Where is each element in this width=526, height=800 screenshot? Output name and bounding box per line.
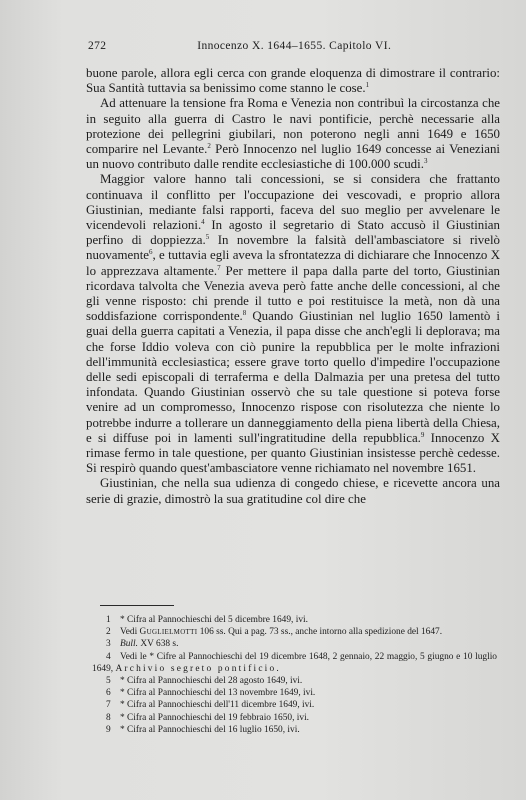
footnote-number: 7 bbox=[106, 700, 111, 711]
footnote bbox=[92, 712, 497, 724]
page-number: 272 bbox=[88, 40, 107, 52]
text-run: XV 638 s. bbox=[137, 639, 179, 650]
main-text bbox=[86, 66, 500, 507]
footnote-separator bbox=[100, 605, 174, 606]
text-run: * Cifra al Pannochieschi del 16 luglio 1650, ivi. bbox=[120, 724, 300, 735]
footnote-marker: 3 bbox=[423, 157, 428, 166]
footnote bbox=[92, 614, 497, 626]
paragraph bbox=[86, 96, 500, 172]
text-run: buone parole, allora egli cerca con grande eloquenza di dimostrare il contrario: Sua Santità tuttavia sa benissimo come stanno le cose. bbox=[86, 66, 500, 96]
text-run: In novembre la falsità dell'ambasciatore si rivelò nuovamente bbox=[86, 233, 500, 263]
footnote-marker: 2 bbox=[207, 142, 211, 151]
text-run: Quando Giustinian nel luglio 1650 lamentò i guai della guerra capitati a Venezia, il papa disse che anch'egli li deplorava; ma che forse Iddio voleva con ciò punire la repubblica per le molte infrazioni dell'immunità ecclesiastica; essere grave torto quello d'impedire l'occupazione delle sedi episcopali di terraferma e della Dalmazia per una pretesa del tutto infondata. Quando Giustinian osservò che su tale questione si poteva forse venire ad un compromesso, Innocenzo rispose con risolutezza che niente lo potrebbe indurre a tollerare un danneggiamento della piena libertà della Chiesa, e si diffuse poi in lamenti sull'ingratitudine della repubblica. bbox=[86, 309, 500, 445]
footnote-number: 5 bbox=[106, 676, 111, 687]
footnote bbox=[92, 687, 497, 699]
text-run: * Cifra al Pannochieschi del 19 febbraio 1650, ivi. bbox=[120, 712, 310, 723]
footnote-marker: 4 bbox=[201, 218, 205, 227]
text-run: 106 ss. Qui a pag. 73 ss., anche intorno alla spedizione del 1647. bbox=[197, 627, 443, 638]
footnote-number: 3 bbox=[106, 639, 111, 650]
footnote-marker: 7 bbox=[217, 263, 221, 272]
page-header bbox=[88, 40, 466, 52]
text-run: Innocenzo X rimase fermo in tale questione, per quanto Giustinian insistesse perchè cedesse. Si respirò quando quest'ambasciatore venne richiamato nel novembre 1651. bbox=[86, 430, 500, 476]
paragraph bbox=[86, 172, 500, 476]
text-run: * Cifra al Pannochieschi del 13 novembre 1649, ivi. bbox=[120, 688, 316, 699]
footnote-number: 1 bbox=[106, 615, 111, 625]
spaced-text: Archivio segreto pontificio bbox=[115, 663, 277, 674]
footnote-number: 2 bbox=[106, 627, 111, 638]
footnotes bbox=[92, 614, 497, 736]
footnote-number: 9 bbox=[106, 724, 111, 735]
footnote bbox=[92, 638, 497, 650]
footnote bbox=[92, 675, 497, 687]
footnote-number: 8 bbox=[106, 712, 111, 723]
footnote bbox=[92, 724, 497, 736]
text-run: * Cifra al Pannochieschi dell'11 dicembre 1649, ivi. bbox=[120, 700, 315, 711]
text-run: In agosto il segretario di Stato accusò il Giustinian perfino di doppiezza. bbox=[86, 218, 500, 248]
footnote-number: 6 bbox=[106, 688, 111, 699]
footnote-marker: 6 bbox=[149, 248, 153, 257]
text-run: , e tuttavia egli aveva la sfrontatezza di dichiarare che Innocenzo X lo apprezzava altamente. bbox=[86, 248, 500, 278]
text-run: Vedi bbox=[120, 627, 140, 638]
running-title: Innocenzo X. 1644–1655. Capitolo VI. bbox=[197, 40, 392, 52]
author-name: Guglielmotti bbox=[139, 627, 198, 638]
footnote bbox=[92, 626, 497, 638]
text-run: Vedi le * Cifre al Pannochieschi del 19 dicembre 1648, 2 gennaio, 22 maggio, 5 giugno e 10 luglio 1649, bbox=[92, 651, 497, 674]
footnote-marker: 9 bbox=[420, 430, 425, 439]
footnote bbox=[92, 699, 497, 711]
text-run: * Cifra al Pannochieschi del 5 dicembre 1649, ivi. bbox=[120, 615, 308, 625]
footnote bbox=[92, 651, 497, 675]
footnote-number: 4 bbox=[106, 651, 111, 662]
text-run: Per mettere il papa dalla parte del torto, Giustinian ricordava talvolta che Venezia aveva però fatte anche delle concessioni, al che gli venne risposto: chi prende il tutto e poi restituisce la metà, non dà una soddisfazione corrispondente. bbox=[86, 263, 500, 324]
paragraph bbox=[86, 66, 500, 96]
footnote-marker: 5 bbox=[205, 233, 210, 242]
footnote-marker: 8 bbox=[242, 309, 247, 318]
italic-text: Bull. bbox=[120, 639, 138, 650]
text-run: Giustinian, che nella sua udienza di congedo chiese, e ricevette ancora una serie di grazie, dimostrò la sua gratitudine col dire che bbox=[86, 476, 500, 506]
footnote-marker: 1 bbox=[365, 81, 370, 90]
text-run: Ad attenuare la tensione fra Roma e Venezia non contribuì la circostanza che in seguito alla guerra di Castro le navi pontificie, perchè necessarie alla protezione dei pellegrini giubilari, non poterono negli anni 1649 e 1650 comparire nel Levante. bbox=[86, 96, 500, 157]
paragraph bbox=[86, 476, 500, 506]
text-run: Maggior valore hanno tali concessioni, se si considera che frattanto continuava il conflitto per l'occupazione dei vescovadi, e proprio allora Giustinian, mediante falsi rapporti, faceva del suo meglio per avvelenare le vicendevoli relazioni. bbox=[86, 172, 500, 233]
text-run: * Cifra al Pannochieschi del 28 agosto 1649, ivi. bbox=[120, 676, 303, 687]
text-run: . bbox=[276, 663, 279, 674]
text-run: Però Innocenzo nel luglio 1649 concesse ai Veneziani un nuovo contributo dalle rendite ecclesiastiche di 100.000 scudi. bbox=[86, 142, 500, 172]
